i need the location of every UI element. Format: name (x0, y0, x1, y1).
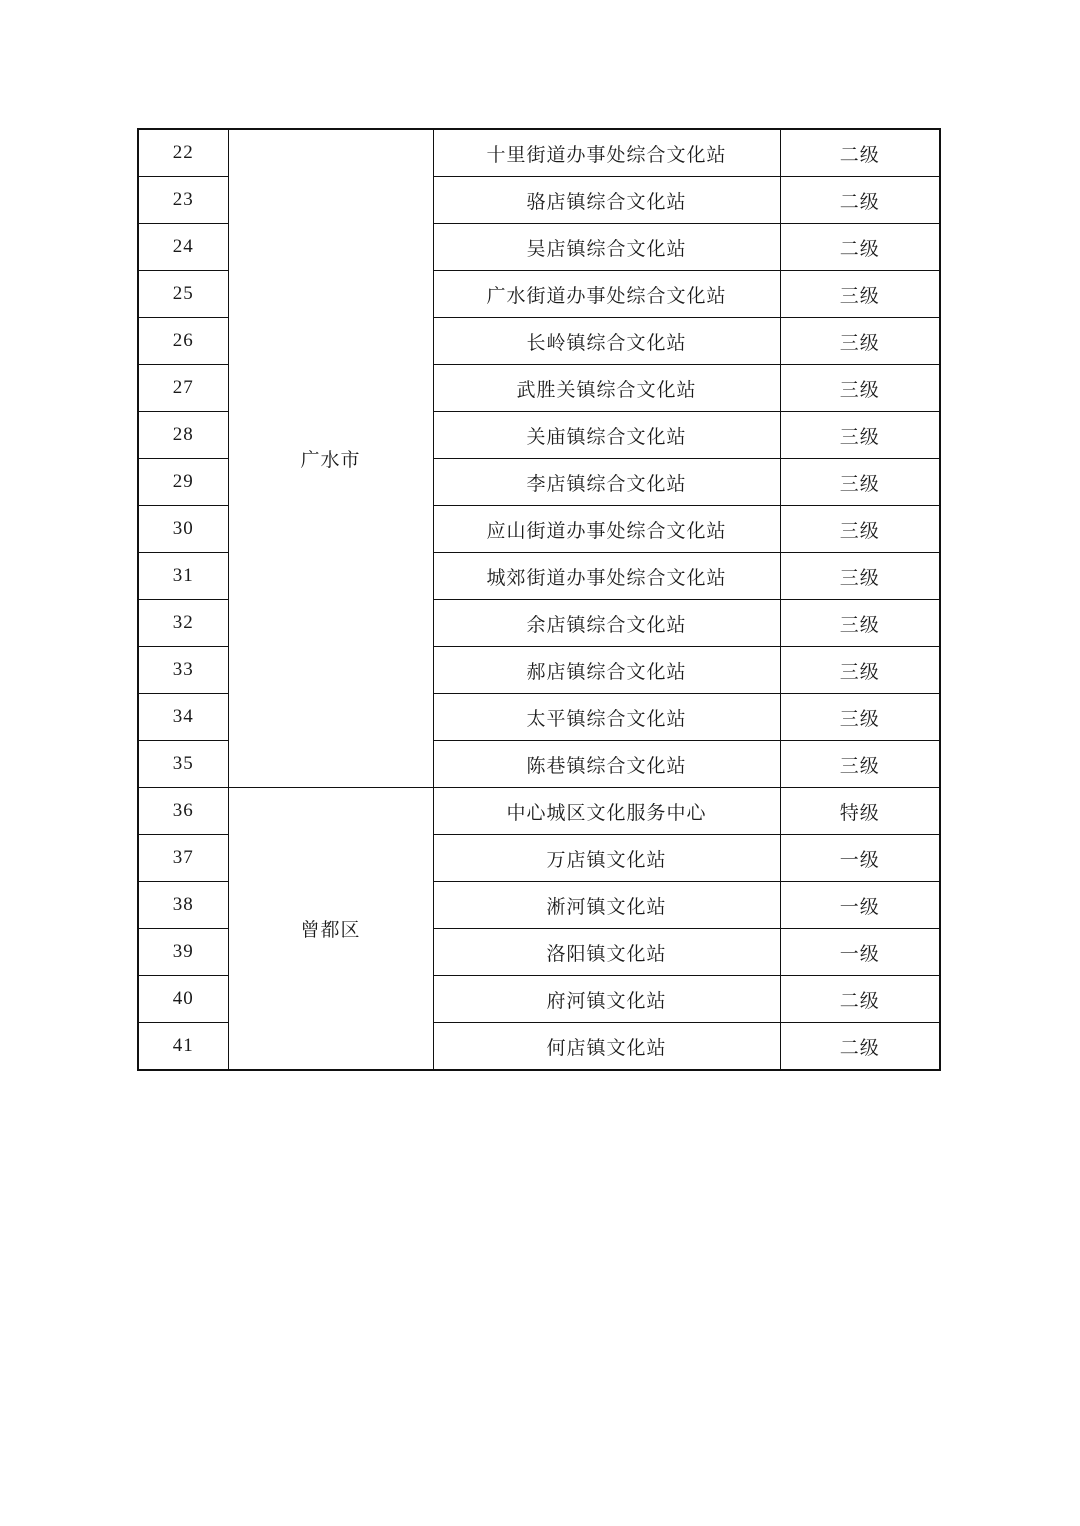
row-number: 28 (138, 412, 228, 459)
station-level: 三级 (780, 553, 940, 600)
row-number: 31 (138, 553, 228, 600)
row-number: 37 (138, 835, 228, 882)
table-row (138, 788, 940, 835)
row-number: 38 (138, 882, 228, 929)
station-level: 二级 (780, 976, 940, 1023)
row-number: 41 (138, 1023, 228, 1071)
culture-station-table (137, 128, 941, 1071)
station-level: 三级 (780, 647, 940, 694)
row-number: 39 (138, 929, 228, 976)
row-number: 25 (138, 271, 228, 318)
station-name: 关庙镇综合文化站 (433, 412, 780, 459)
station-name: 万店镇文化站 (433, 835, 780, 882)
station-level: 三级 (780, 318, 940, 365)
station-name: 淅河镇文化站 (433, 882, 780, 929)
row-number: 32 (138, 600, 228, 647)
row-number: 24 (138, 224, 228, 271)
region-cell: 广水市 (228, 129, 433, 788)
station-level: 一级 (780, 929, 940, 976)
station-name: 陈巷镇综合文化站 (433, 741, 780, 788)
station-level: 三级 (780, 271, 940, 318)
station-level: 三级 (780, 412, 940, 459)
station-name: 城郊街道办事处综合文化站 (433, 553, 780, 600)
station-name: 长岭镇综合文化站 (433, 318, 780, 365)
station-level: 二级 (780, 129, 940, 177)
row-number: 22 (138, 129, 228, 177)
row-number: 29 (138, 459, 228, 506)
row-number: 40 (138, 976, 228, 1023)
station-level: 二级 (780, 224, 940, 271)
station-level: 三级 (780, 694, 940, 741)
row-number: 35 (138, 741, 228, 788)
station-name: 府河镇文化站 (433, 976, 780, 1023)
row-number: 30 (138, 506, 228, 553)
station-level: 一级 (780, 835, 940, 882)
station-level: 特级 (780, 788, 940, 835)
station-level: 一级 (780, 882, 940, 929)
station-name: 何店镇文化站 (433, 1023, 780, 1071)
station-level: 三级 (780, 600, 940, 647)
row-number: 36 (138, 788, 228, 835)
station-name: 李店镇综合文化站 (433, 459, 780, 506)
station-name: 应山街道办事处综合文化站 (433, 506, 780, 553)
station-name: 洛阳镇文化站 (433, 929, 780, 976)
station-name: 中心城区文化服务中心 (433, 788, 780, 835)
row-number: 27 (138, 365, 228, 412)
station-name: 广水街道办事处综合文化站 (433, 271, 780, 318)
row-number: 26 (138, 318, 228, 365)
station-level: 三级 (780, 365, 940, 412)
station-name: 余店镇综合文化站 (433, 600, 780, 647)
station-level: 二级 (780, 1023, 940, 1071)
station-name: 吴店镇综合文化站 (433, 224, 780, 271)
station-name: 骆店镇综合文化站 (433, 177, 780, 224)
row-number: 34 (138, 694, 228, 741)
region-cell: 曾都区 (228, 788, 433, 1071)
row-number: 33 (138, 647, 228, 694)
station-name: 郝店镇综合文化站 (433, 647, 780, 694)
row-number: 23 (138, 177, 228, 224)
station-level: 三级 (780, 459, 940, 506)
station-name: 武胜关镇综合文化站 (433, 365, 780, 412)
table-body (138, 129, 940, 1070)
station-name: 十里街道办事处综合文化站 (433, 129, 780, 177)
station-level: 三级 (780, 741, 940, 788)
station-level: 三级 (780, 506, 940, 553)
station-level: 二级 (780, 177, 940, 224)
station-name: 太平镇综合文化站 (433, 694, 780, 741)
table-row (138, 129, 940, 177)
